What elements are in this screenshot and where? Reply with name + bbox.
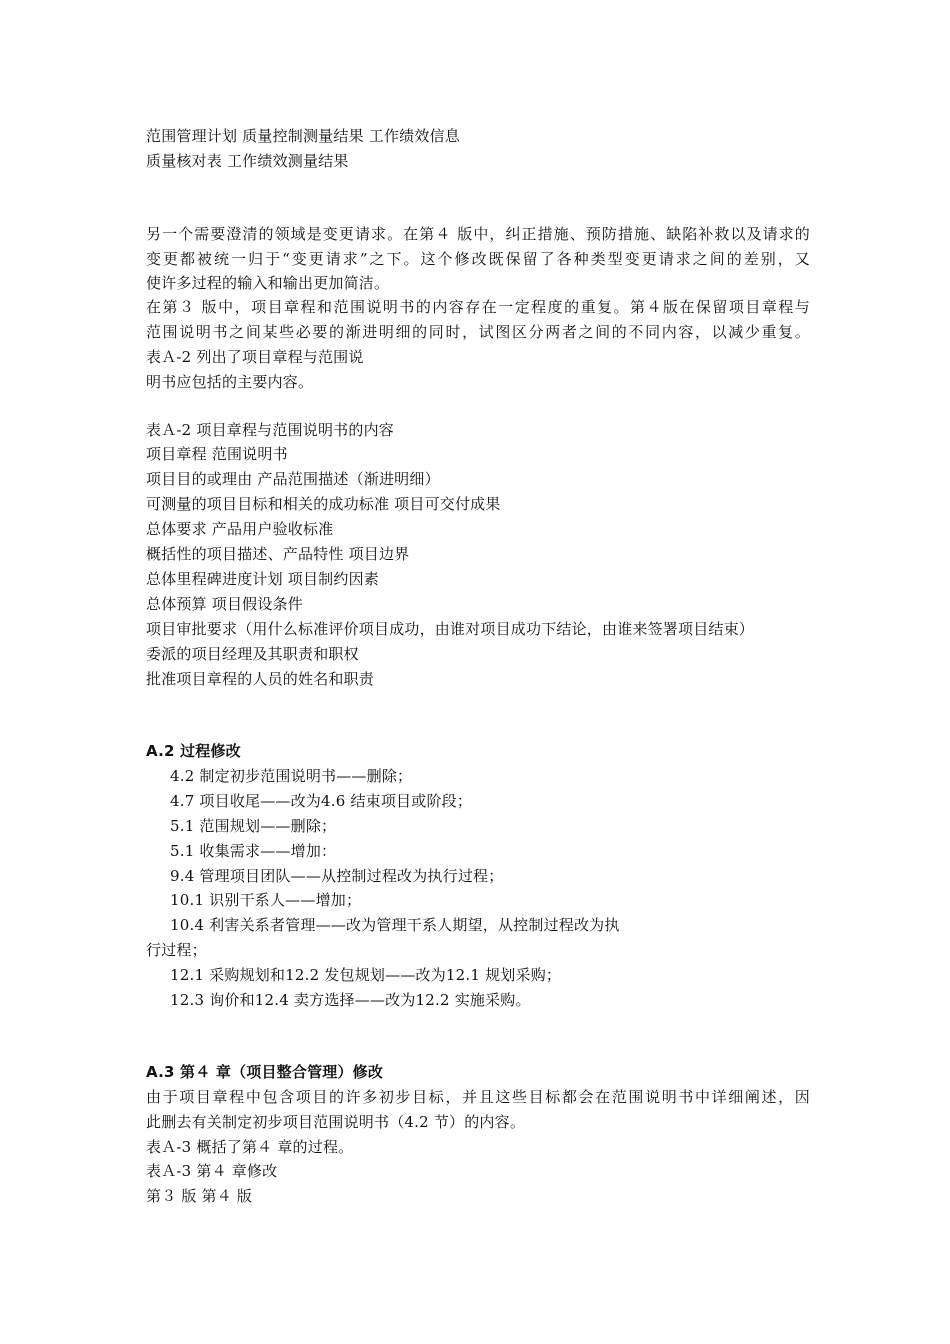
section-a2-item: 12.1 采购规划和12.2 发包规划——改为12.1 规划采购；: [170, 966, 562, 984]
table-a2-row: 总体预算 项目假设条件: [146, 595, 303, 613]
table-a2-row: 批准项目章程的人员的姓名和职责: [146, 670, 375, 688]
section-a2-item: 10.1 识别干系人——增加；: [170, 891, 362, 909]
section-a2-item: 9.4 管理项目团队——从控制过程改为执行过程；: [170, 867, 504, 885]
section-a3-line: 第３ 版 第４ 版: [146, 1187, 253, 1205]
top-line-1: 范围管理计划 质量控制测量结果 工作绩效信息: [146, 127, 460, 145]
section-a2-item: 5.1 收集需求——增加：: [170, 842, 337, 860]
table-a2-row: 总体要求 产品用户验收标准: [146, 520, 334, 538]
section-a3-heading: A.3 第４ 章（项目整合管理）修改: [146, 1063, 384, 1081]
para2-line-2: 范围说明书之间某些必要的渐进明细的同时，试图区分两者之间的不同内容，以减少重复。: [146, 323, 810, 341]
table-a2-row: 项目审批要求（用什么标准评价项目成功，由谁对项目成功下结论，由谁来签署项目结束）: [146, 620, 755, 638]
table-a2-row: 项目目的或理由 产品范围描述（渐进明细）: [146, 470, 440, 488]
section-a3-line: 表Ａ-3 第４ 章修改: [146, 1162, 278, 1180]
section-a3-line: 由于项目章程中包含项目的许多初步目标，并且这些目标都会在范围说明书中详细阐述，因: [146, 1088, 810, 1106]
para1-line-2: 变更都被统一归于“变更请求”之下。这个修改既保留了各种类型变更请求之间的差别，又: [146, 250, 810, 268]
table-a2-row: 可测量的项目目标和相关的成功标准 项目可交付成果: [146, 495, 501, 513]
section-a2-item: 4.2 制定初步范围说明书——删除；: [170, 767, 413, 785]
para2-line-4: 明书应包括的主要内容。: [146, 373, 314, 391]
section-a2-continuation: 行过程；: [146, 941, 207, 959]
section-a2-item: 12.3 询价和12.4 卖方选择——改为12.2 实施采购。: [170, 991, 531, 1009]
table-a2-row: 概括性的项目描述、产品特性 项目边界: [146, 545, 410, 563]
table-a2-row: 总体里程碑进度计划 项目制约因素: [146, 570, 379, 588]
table-a2-caption: 表Ａ-2 项目章程与范围说明书的内容: [146, 421, 394, 439]
para1-line-1: 另一个需要澄清的领域是变更请求。在第４ 版中，纠正措施、预防措施、缺陷补救以及请求的: [146, 225, 810, 243]
table-a2-row: 委派的项目经理及其职责和职权: [146, 645, 359, 663]
section-a3-line: 此删去有关制定初步项目范围说明书（4.2 节）的内容。: [146, 1113, 526, 1131]
section-a2-heading: A.2 过程修改: [146, 742, 241, 760]
section-a2-item: 5.1 范围规划——删除；: [170, 817, 337, 835]
section-a2-item: 4.7 项目收尾——改为4.6 结束项目或阶段；: [170, 792, 473, 810]
para1-line-3: 使许多过程的输入和输出更加简洁。: [146, 274, 390, 292]
section-a2-item: 10.4 利害关系者管理——改为管理干系人期望，从控制过程改为执: [170, 916, 620, 934]
top-line-2: 质量核对表 工作绩效测量结果: [146, 152, 349, 170]
para2-line-3: 表Ａ-2 列出了项目章程与范围说: [146, 348, 364, 366]
section-a3-line: 表Ａ-3 概括了第４ 章的过程。: [146, 1138, 354, 1156]
table-a2-row: 项目章程 范围说明书: [146, 445, 288, 463]
para2-line-1: 在第３ 版中，项目章程和范围说明书的内容存在一定程度的重复。第４版在保留项目章程与: [146, 298, 810, 316]
